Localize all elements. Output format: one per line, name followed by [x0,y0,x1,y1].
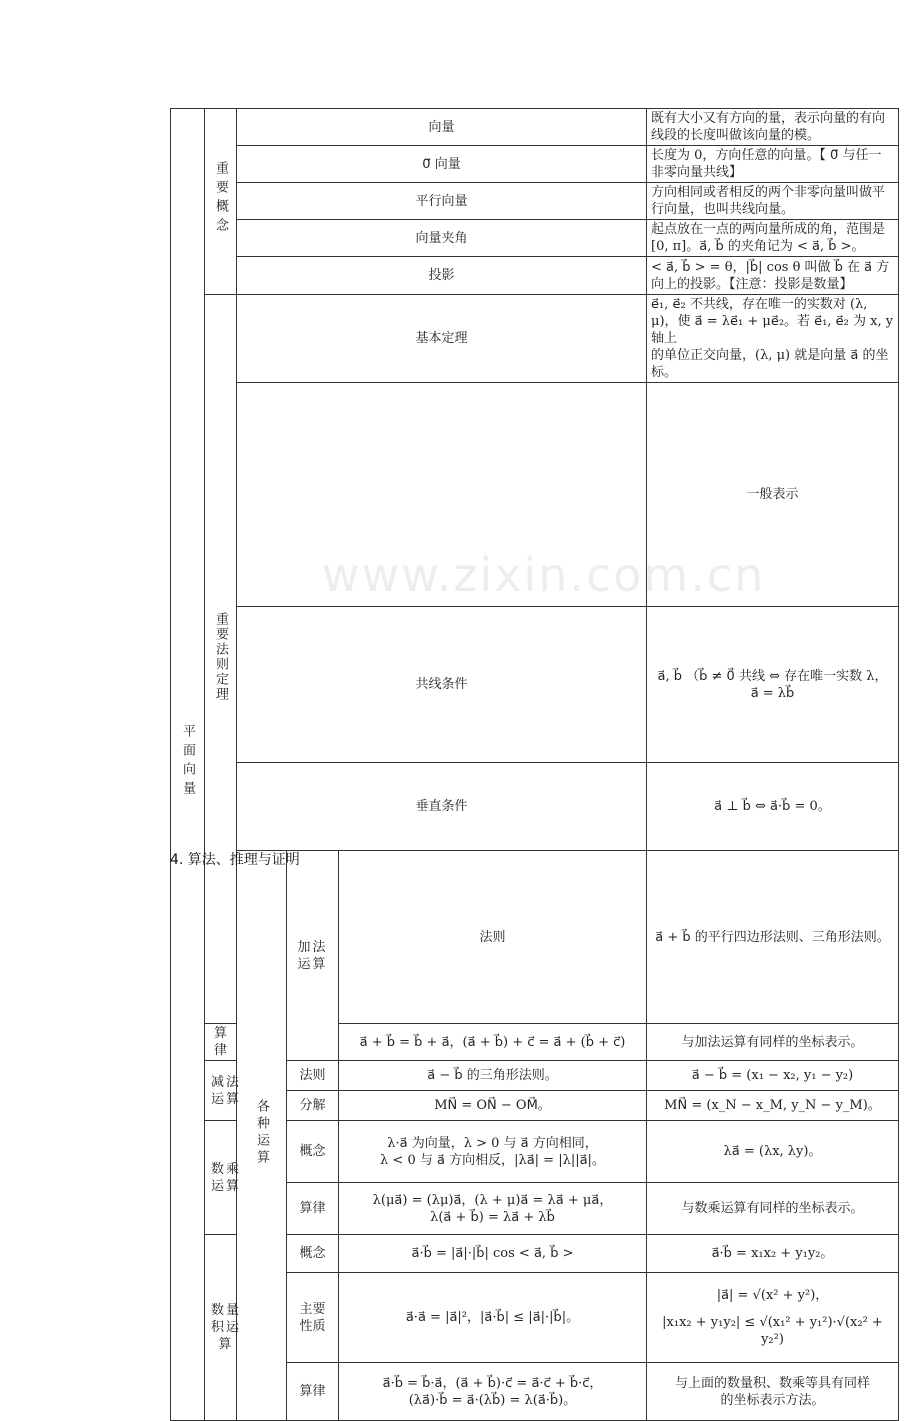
basic-theorem-line: e⃗₁, e⃗₂ 不共线，存在唯一的实数对 (λ, μ)，使 a⃗ = λe⃗₁ + μe⃗₂。若 e⃗₁, e⃗₂ 为 x, y 轴上 [651,297,894,346]
op-coord [647,1273,899,1363]
op-coord: a⃗·b⃗ = x₁x₂ + y₁y₂。 [647,1235,899,1273]
op-coord [647,1363,899,1421]
op-law-term: 算律 [205,1024,237,1061]
concept-term: 投影 [237,257,647,295]
op-general: a⃗·a⃗ = |a⃗|²，|a⃗·b⃗| ≤ |a⃗|·|b⃗|。 [339,1273,647,1363]
perp-term: 垂直条件 [237,763,647,851]
op-general: a⃗ + b⃗ = b⃗ + a⃗，(a⃗ + b⃗) + c⃗ = a⃗ + (b⃗ + c⃗) [339,1024,647,1061]
group-plane-vector: 平面向量 [171,109,205,1421]
formula-line: λ(μa⃗) = (λμ)a⃗，(λ + μ)a⃗ = λa⃗ + μa⃗， [372,1192,613,1208]
op-concept-term: 概念 [287,1235,339,1273]
op-coord: 与加法运算有同样的坐标表示。 [647,1024,899,1061]
concept-term: 0⃗ 向量 [237,146,647,183]
basic-theorem-line: 的单位正交向量，(λ, μ) 就是向量 a⃗ 的坐标。 [651,348,889,380]
concept-desc: 起点放在一点的两向量所成的角，范围是 [0, π]。a⃗, b⃗ 的夹角记为 < a⃗, b⃗ >。 [647,220,899,257]
op-general: MN⃗ = ON⃗ − OM⃗。 [339,1091,647,1121]
formula-line: λ(a⃗ + b⃗) = λa⃗ + λb⃗ [430,1209,555,1225]
op-scalar: 数乘运算 [205,1121,237,1235]
op-prop-term: 主要性质 [287,1273,339,1363]
concept-desc: < a⃗, b⃗ > = θ，|b⃗| cos θ 叫做 b⃗ 在 a⃗ 方向上的投影。【注意：投影是数量】 [647,257,899,295]
formula-line: 的坐标表示方法。 [720,1392,825,1408]
op-sub: 减法运算 [205,1061,237,1121]
op-general: a⃗ − b⃗ 的三角形法则。 [339,1061,647,1091]
formula-line: |a⃗| = √(x² + y²)， [716,1288,829,1303]
basic-theorem-term: 基本定理 [237,295,647,383]
formula-line: λ·a⃗ 为向量，λ > 0 与 a⃗ 方向相同， [387,1135,598,1151]
formula-line: (λa⃗)·b⃗ = a⃗·(λb⃗) = λ(a⃗·b⃗)。 [408,1392,577,1408]
op-law-term: 算律 [287,1363,339,1421]
collinear-general [647,607,899,763]
op-general [339,1121,647,1183]
basic-theorem-desc [647,295,899,383]
formula-line: |x₁x₂ + y₁y₂| ≤ √(x₁² + y₁²)·√(x₂² + y₂²) [662,1315,883,1347]
collinear-line: a⃗, b⃗ （b⃗ ≠ 0⃗ 共线 ⇔ 存在唯一实数 λ， [657,668,888,684]
op-rule-term: 法则 [339,851,647,1024]
op-dot: 数量积运算 [205,1235,237,1421]
section-heading: 4. 算法、推理与证明 [170,852,300,868]
op-coord: a⃗ − b⃗ = (x₁ − x₂, y₁ − y₂) [647,1061,899,1091]
concept-desc: 长度为 0，方向任意的向量。【 0⃗ 与任一非零向量共线】 [647,146,899,183]
op-coord: MN⃗ = (x_N − x_M, y_N − y_M)。 [647,1091,899,1121]
formula-line: 与上面的数量积、数乘等具有同样 [674,1375,870,1391]
op-add: 加法运算 [287,851,339,1061]
op-rule-term: 法则 [287,1061,339,1091]
op-concept-term: 概念 [287,1121,339,1183]
op-general [339,1363,647,1421]
concept-term: 向量 [237,109,647,146]
group-important-laws: 重要法则定理 [205,295,237,1024]
concept-desc: 既有大小又有方向的量，表示向量的有向线段的长度叫做该向量的模。 [647,109,899,146]
collinear-term: 共线条件 [237,607,647,763]
collinear-line: a⃗ = λb⃗ [750,685,795,701]
concept-term: 向量夹角 [237,220,647,257]
header-blank [237,383,647,607]
perp-general: a⃗ ⊥ b⃗ ⇔ a⃗·b⃗ = 0。 [647,763,899,851]
concept-term: 平行向量 [237,183,647,220]
formula-line: a⃗·b⃗ = b⃗·a⃗，(a⃗ + b⃗)·c⃗ = a⃗·c⃗ + b⃗·c⃗， [382,1375,603,1391]
group-operations: 各种运算 [237,851,287,1421]
group-important-concepts: 重要概念 [205,109,237,295]
op-general [339,1183,647,1235]
concept-desc: 方向相同或者相反的两个非零向量叫做平行向量，也叫共线向量。 [647,183,899,220]
op-dec-term: 分解 [287,1091,339,1121]
op-law-term: 算律 [287,1183,339,1235]
header-general: 一般表示 [647,383,899,607]
op-general: a⃗·b⃗ = |a⃗|·|b⃗| cos < a⃗, b⃗ > [339,1235,647,1273]
watermark: www.zixin.com.cn [322,548,766,602]
formula-line: λ < 0 与 a⃗ 方向相反，|λa⃗| = |λ||a⃗|。 [380,1152,605,1168]
op-coord: λa⃗ = (λx, λy)。 [647,1121,899,1183]
op-general: a⃗ + b⃗ 的平行四边形法则、三角形法则。 [647,851,899,1024]
op-coord: 与数乘运算有同样的坐标表示。 [647,1183,899,1235]
